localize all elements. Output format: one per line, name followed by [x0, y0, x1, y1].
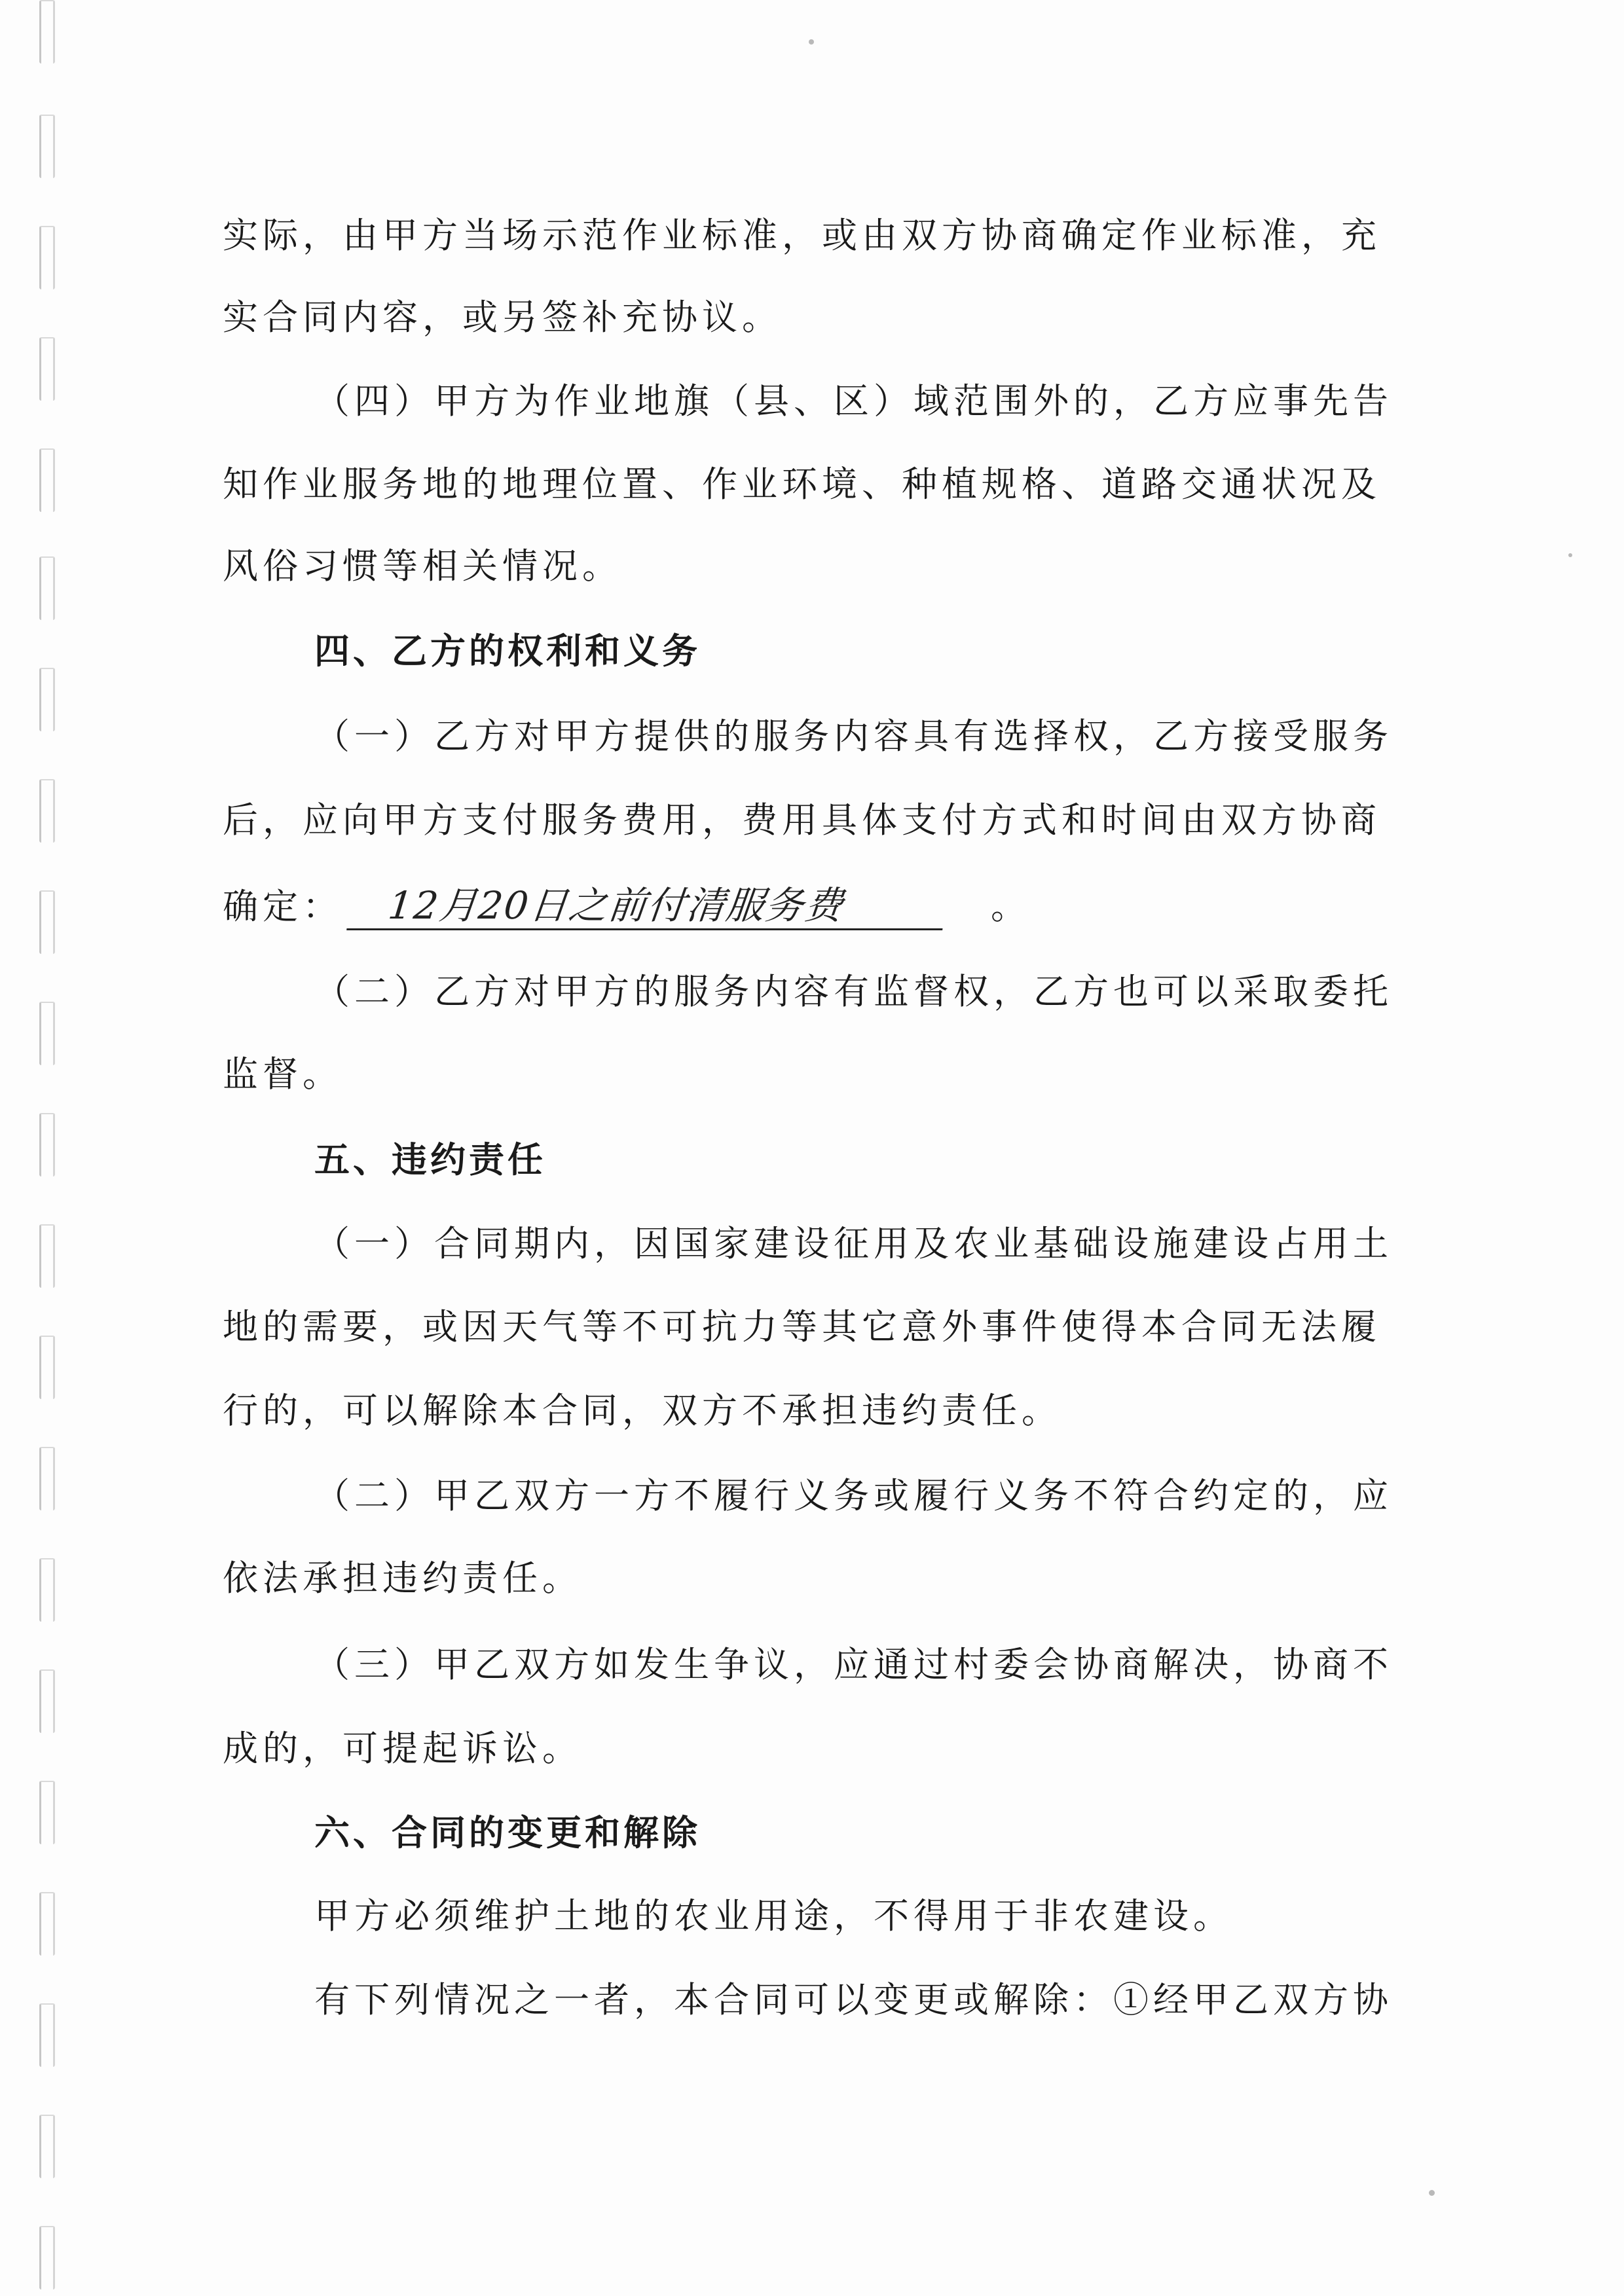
binding-mark: [39, 226, 55, 289]
binding-mark: [39, 1002, 55, 1065]
doc-line: 成的，可提起诉讼。: [223, 1728, 582, 1769]
section-heading: 五、违约责任: [314, 1139, 546, 1180]
doc-line: 实际，由甲方当场示范作业标准，或由双方协商确定作业标准，充: [223, 215, 1381, 256]
binding-mark: [39, 448, 55, 512]
binding-mark: [39, 1336, 55, 1399]
doc-line: 甲方必须维护土地的农业用途，不得用于非农建设。: [314, 1895, 1233, 1937]
section-heading: 四、乙方的权利和义务: [314, 630, 701, 672]
doc-line: 监督。: [223, 1053, 342, 1095]
binding-mark: [39, 1558, 55, 1622]
fill-label: 确定：: [223, 886, 342, 927]
binding-mark: [39, 2003, 55, 2067]
binding-mark: [39, 890, 55, 954]
doc-line: 依法承担违约责任。: [223, 1558, 582, 1599]
section-heading: 六、合同的变更和解除: [314, 1812, 701, 1853]
doc-line: 行的，可以解除本合同，双方不承担违约责任。: [223, 1390, 1061, 1431]
binding-mark: [39, 1892, 55, 1956]
binding-mark: [39, 1224, 55, 1288]
binding-mark: [39, 337, 55, 401]
binding-mark: [39, 779, 55, 843]
binding-mark: [39, 0, 55, 64]
handwritten-fill: 12月20日之前付清服务费: [346, 883, 948, 930]
binding-mark: [39, 115, 55, 178]
doc-line: 风俗习惯等相关情况。: [223, 545, 622, 587]
doc-line: （四）甲方为作业地旗（县、区）域范围外的，乙方应事先告: [314, 380, 1393, 422]
binding-mark: [39, 556, 55, 620]
doc-line-with-fill: [223, 883, 1031, 930]
scan-speck: [1568, 553, 1572, 557]
doc-line: 后，应向甲方支付服务费用，费用具体支付方式和时间由双方协商: [223, 799, 1381, 841]
binding-mark: [39, 1781, 55, 1844]
doc-line: 地的需要，或因天气等不可抗力等其它意外事件使得本合同无法履: [223, 1306, 1381, 1347]
doc-line: （三）甲乙双方如发生争议，应通过村委会协商解决，协商不: [314, 1644, 1393, 1685]
doc-line: （二）甲乙双方一方不履行义务或履行义务不符合约定的，应: [314, 1475, 1393, 1516]
binding-mark: [39, 1669, 55, 1733]
binding-edge: [26, 0, 65, 2296]
doc-line: （一）合同期内，因国家建设征用及农业基础设施建设占用土: [314, 1223, 1393, 1264]
doc-line: 知作业服务地的地理位置、作业环境、种植规格、道路交通状况及: [223, 464, 1381, 505]
binding-mark: [39, 668, 55, 731]
binding-mark: [39, 1447, 55, 1510]
fill-end-mark: 。: [991, 886, 1031, 927]
doc-line: （一）乙方对甲方提供的服务内容具有选择权，乙方接受服务: [314, 716, 1393, 757]
doc-line: 有下列情况之一者，本合同可以变更或解除：①经甲乙双方协: [314, 1979, 1393, 2020]
binding-mark: [39, 2115, 55, 2178]
scan-speck: [809, 39, 814, 45]
doc-line: 实合同内容，或另签补充协议。: [223, 297, 782, 338]
scan-speck: [1429, 2190, 1435, 2196]
binding-mark: [39, 2226, 55, 2289]
doc-line: （二）乙方对甲方的服务内容有监督权，乙方也可以采取委托: [314, 971, 1393, 1012]
binding-mark: [39, 1113, 55, 1176]
